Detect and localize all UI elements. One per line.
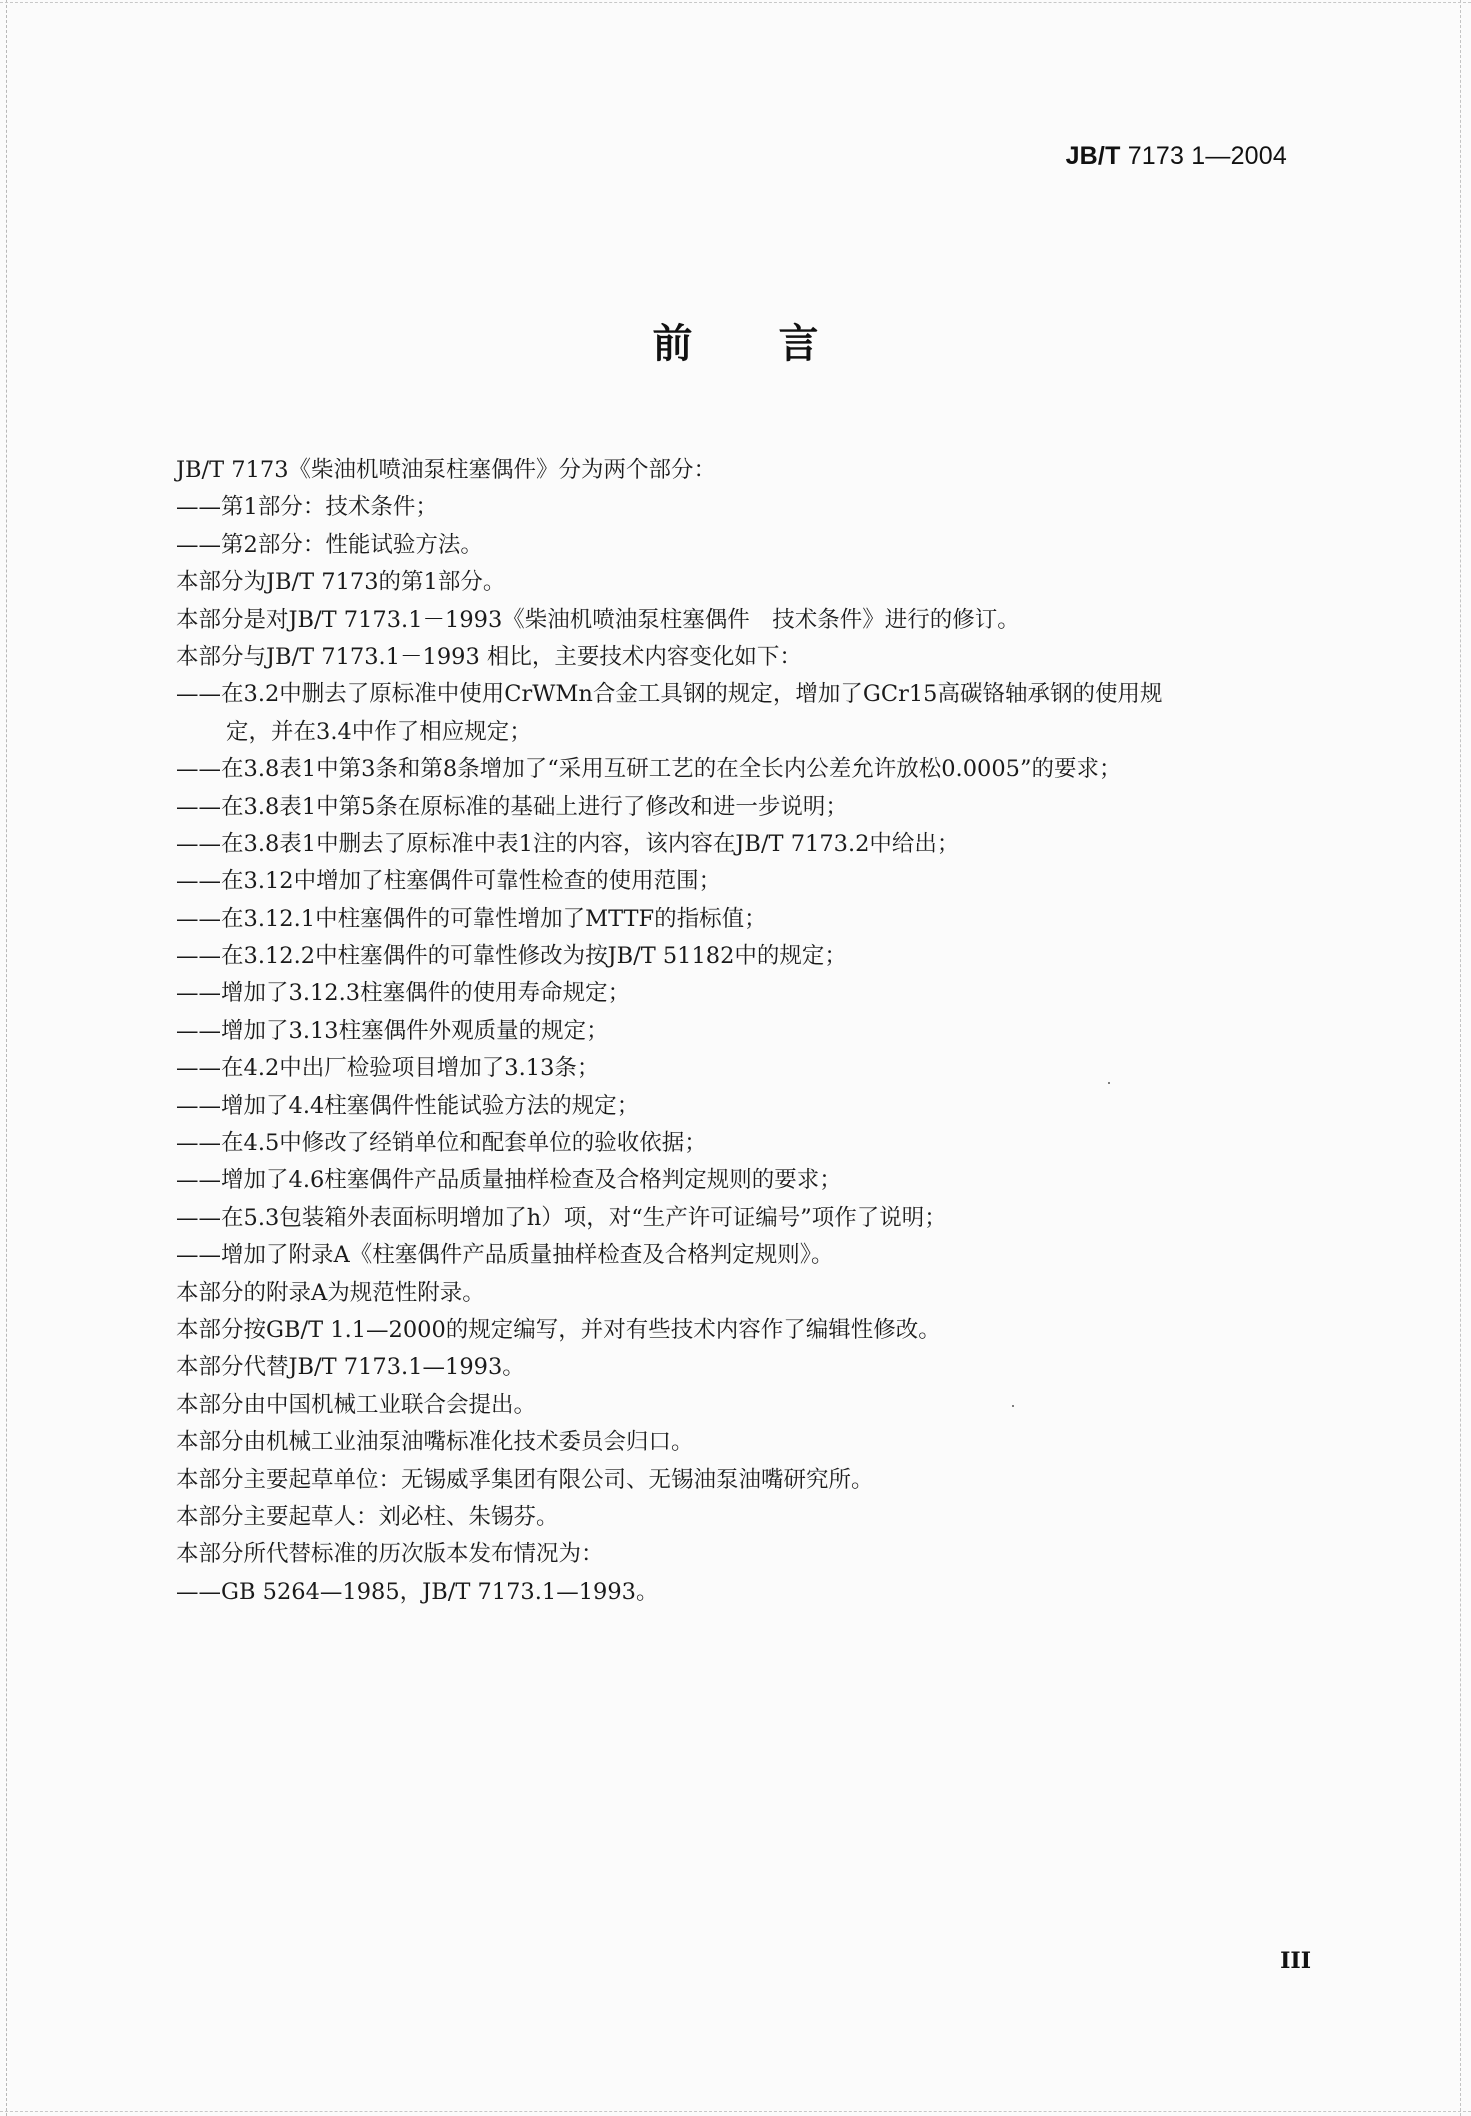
- list-item: ——在4.5中修改了经销单位和配套单位的验收依据；: [176, 1130, 707, 1157]
- list-item: ——第2部分：性能试验方法。: [176, 531, 483, 558]
- paragraph-line: 本部分主要起草人：刘必柱、朱锡芬。: [176, 1503, 559, 1530]
- list-item-continuation: 定，并在3.4中作了相应规定；: [226, 718, 532, 745]
- paragraph-line: 本部分代替JB/T 7173.1—1993。: [176, 1354, 525, 1381]
- list-item: ——增加了3.12.3柱塞偶件的使用寿命规定；: [176, 980, 631, 1007]
- list-item: ——增加了附录A《柱塞偶件产品质量抽样检查及合格判定规则》。: [176, 1242, 834, 1269]
- paragraph-line: 本部分按GB/T 1.1—2000的规定编写，并对有些技术内容作了编辑性修改。: [176, 1316, 941, 1343]
- standard-code-number: 7173 1—2004: [1120, 142, 1287, 170]
- paragraph-line: 本部分主要起草单位：无锡威孚集团有限公司、无锡油泵油嘴研究所。: [176, 1466, 874, 1493]
- page-number: III: [1280, 1948, 1311, 1974]
- list-item: ——增加了4.6柱塞偶件产品质量抽样检查及合格判定规则的要求；: [176, 1167, 842, 1194]
- title-char-2: 言: [778, 321, 819, 367]
- list-item: ——在3.8表1中删去了原标准中表1注的内容，该内容在JB/T 7173.2中给出；: [176, 830, 960, 857]
- paragraph-line: 本部分所代替标准的历次版本发布情况为：: [176, 1541, 604, 1568]
- list-item: ——增加了3.13柱塞偶件外观质量的规定；: [176, 1017, 609, 1044]
- scan-edge-top: [0, 2, 1471, 3]
- title-char-1: 前: [652, 321, 693, 367]
- list-item: ——在3.12中增加了柱塞偶件可靠性检查的使用范围；: [176, 868, 722, 895]
- paragraph-line: 本部分由机械工业油泵油嘴标准化技术委员会归口。: [176, 1429, 694, 1456]
- paragraph-line: 本部分是对JB/T 7173.1－1993《柴油机喷油泵柱塞偶件 技术条件》进行的修订。: [176, 606, 1020, 633]
- list-item: ——在3.8表1中第5条在原标准的基础上进行了修改和进一步说明；: [176, 793, 848, 820]
- standard-code-header: [1066, 142, 1287, 171]
- list-item: ——在3.2中删去了原标准中使用CrWMn合金工具钢的规定，增加了GCr15高碳铬轴承钢的使用规: [176, 681, 1163, 708]
- list-item: ——在3.8表1中第3条和第8条增加了“采用互研工艺的在全长内公差允许放松0.0005”的要求；: [176, 756, 1122, 783]
- list-item: ——第1部分：技术条件；: [176, 494, 438, 521]
- paragraph-line: 本部分为JB/T 7173的第1部分。: [176, 569, 506, 596]
- list-item: ——在3.12.1中柱塞偶件的可靠性增加了MTTF的指标值；: [176, 905, 767, 932]
- list-item: ——增加了4.4柱塞偶件性能试验方法的规定；: [176, 1092, 640, 1119]
- foreword-body: [176, 452, 1306, 1611]
- paragraph-line: 本部分的附录A为规范性附录。: [176, 1279, 485, 1306]
- list-item: ——在3.12.2中柱塞偶件的可靠性修改为按JB/T 51182中的规定；: [176, 943, 847, 970]
- paragraph-line: 本部分与JB/T 7173.1－1993 相比，主要技术内容变化如下：: [176, 643, 802, 670]
- paragraph-line: 本部分由中国机械工业联合会提出。: [176, 1391, 537, 1418]
- scan-edge-bottom: [0, 2111, 1471, 2112]
- standard-code-prefix: JB/T: [1065, 142, 1121, 170]
- scan-speck: [1012, 1405, 1014, 1407]
- list-item: ——在5.3包装箱外表面标明增加了h）项，对“生产许可证编号”项作了说明；: [176, 1204, 947, 1231]
- list-item: ——GB 5264—1985，JB/T 7173.1—1993。: [176, 1578, 659, 1605]
- page-title: [0, 312, 1471, 369]
- paragraph-line: JB/T 7173《柴油机喷油泵柱塞偶件》分为两个部分：: [176, 457, 717, 483]
- list-item: ——在4.2中出厂检验项目增加了3.13条；: [176, 1055, 600, 1082]
- scan-speck: [1108, 1082, 1110, 1084]
